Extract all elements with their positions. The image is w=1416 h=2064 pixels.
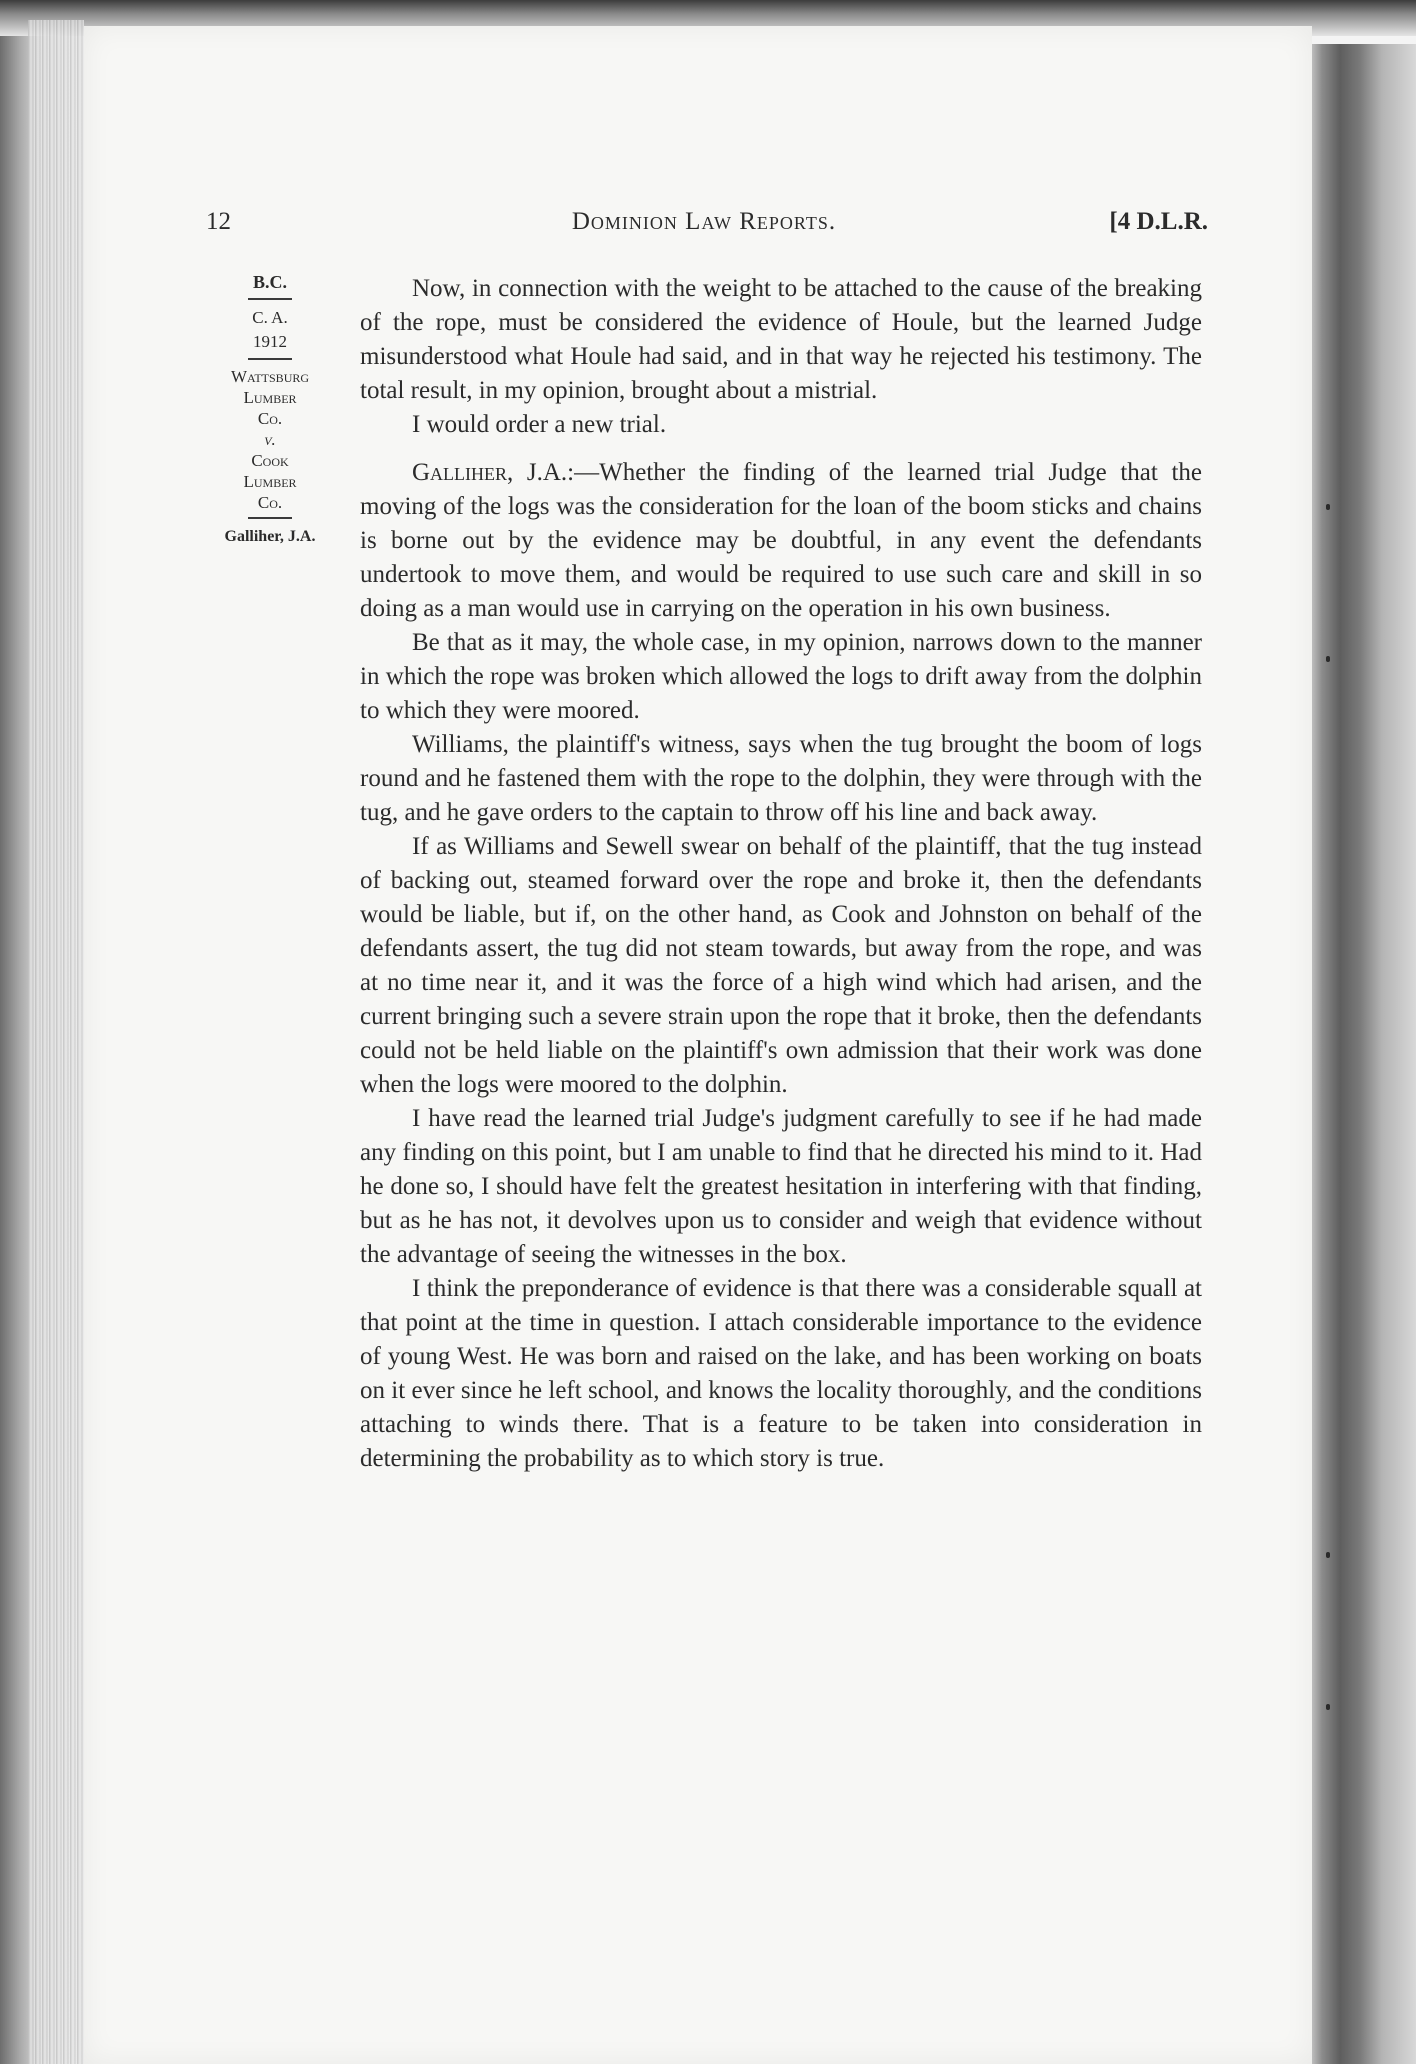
- case-name-line: Lumber: [243, 472, 297, 491]
- running-header: [200, 208, 1208, 248]
- case-name-line: v.: [264, 430, 276, 449]
- margin-notes: [200, 270, 340, 549]
- paragraph: Now, in connection with the weight to be attached to the cause of the breaking of the rope, must be considered the evidence of Houle, but the learned Judge misunderstood what Houle had said, and in that way he rejected his testimony. The total result, in my opinion, brought about a mistrial.: [360, 275, 1202, 404]
- judgment-text: [360, 272, 1202, 1476]
- book-page-edges: [28, 20, 84, 2064]
- jurisdiction: B.C.: [252, 272, 287, 292]
- page-number: 12: [206, 208, 231, 235]
- edge-mark: [1326, 1704, 1330, 1710]
- case-name-line: Co.: [257, 409, 283, 428]
- case-name-line: Lumber: [243, 388, 297, 407]
- year: 1912: [253, 332, 287, 351]
- paragraph: If as Williams and Sewell swear on behalf of the plaintiff, that the tug instead of backing out, steamed forward over the rope and broke it, then the defendants would be liable, but if, on the other hand, as Cook and Johnston on behalf of the defendants assert, the tug did not steam towards, but away from the rope, and was at no time near it, and it was the force of a high wind which had arisen, and the current bringing such a severe strain upon the rope that it broke, then the defendants could not be held liable on the plaintiff's own admission that their work was done when the logs were moored to the dolphin.: [360, 833, 1202, 1098]
- paragraph-with-judge-heading: [360, 456, 1202, 626]
- judge-heading: Galliher, J.A.:—: [412, 459, 600, 486]
- paragraph: Be that as it may, the whole case, in my opinion, narrows down to the manner in which the rope was broken which allowed the logs to drift away from the dolphin to which they were moored.: [360, 629, 1202, 724]
- judge-margin-note: Galliher, J.A.: [224, 528, 316, 545]
- paragraph-text: Whether the finding of the learned trial Judge that the moving of the logs was the consideration for the loan of the boom sticks and chains is borne out by the evidence may be doubtful, in any event the defendants undertook to move them, and would be required to use such care and skill in so doing as a man would use in carrying on the operation in his own business.: [360, 459, 1202, 622]
- margin-divider: [248, 298, 292, 300]
- paragraph: I have read the learned trial Judge's judgment carefully to see if he had made any finding on this point, but I am unable to find that he directed his mind to it. Had he done so, I should have felt the greatest hesitation in interfering with that finding, but as he has not, it devolves upon us to consider and weigh that evidence without the advantage of seeing the witnesses in the box.: [360, 1105, 1202, 1268]
- paragraph: Williams, the plaintiff's witness, says when the tug brought the boom of logs round and he fastened them with the rope to the dolphin, they were through with the tug, and he gave orders to the captain to throw off his line and back away.: [360, 731, 1202, 826]
- edge-mark: [1326, 656, 1330, 662]
- edge-mark: [1326, 504, 1330, 510]
- running-title: Dominion Law Reports.: [571, 208, 837, 235]
- margin-divider: [248, 517, 292, 519]
- case-name-line: Co.: [257, 493, 283, 512]
- court: C. A.: [252, 308, 288, 327]
- edge-mark: [1326, 1552, 1330, 1558]
- case-name-line: Wattsburg: [230, 367, 310, 386]
- paragraph: I think the preponderance of evidence is that there was a considerable squall at that point at the time in question. I attach considerable importance to the evidence of young West. He was born and raised on the lake, and has been working on boats on it ever since he left school, and knows the locality thoroughly, and the conditions attaching to winds there. That is a feature to be taken into consideration in determining the probability as to which story is true.: [360, 1275, 1202, 1472]
- case-name-line: Cook: [251, 451, 289, 470]
- volume-reference: [4 D.L.R.: [1109, 208, 1208, 235]
- book-right-edge: [1312, 44, 1416, 2064]
- paragraph: I would order a new trial.: [412, 411, 667, 438]
- margin-divider: [248, 358, 292, 360]
